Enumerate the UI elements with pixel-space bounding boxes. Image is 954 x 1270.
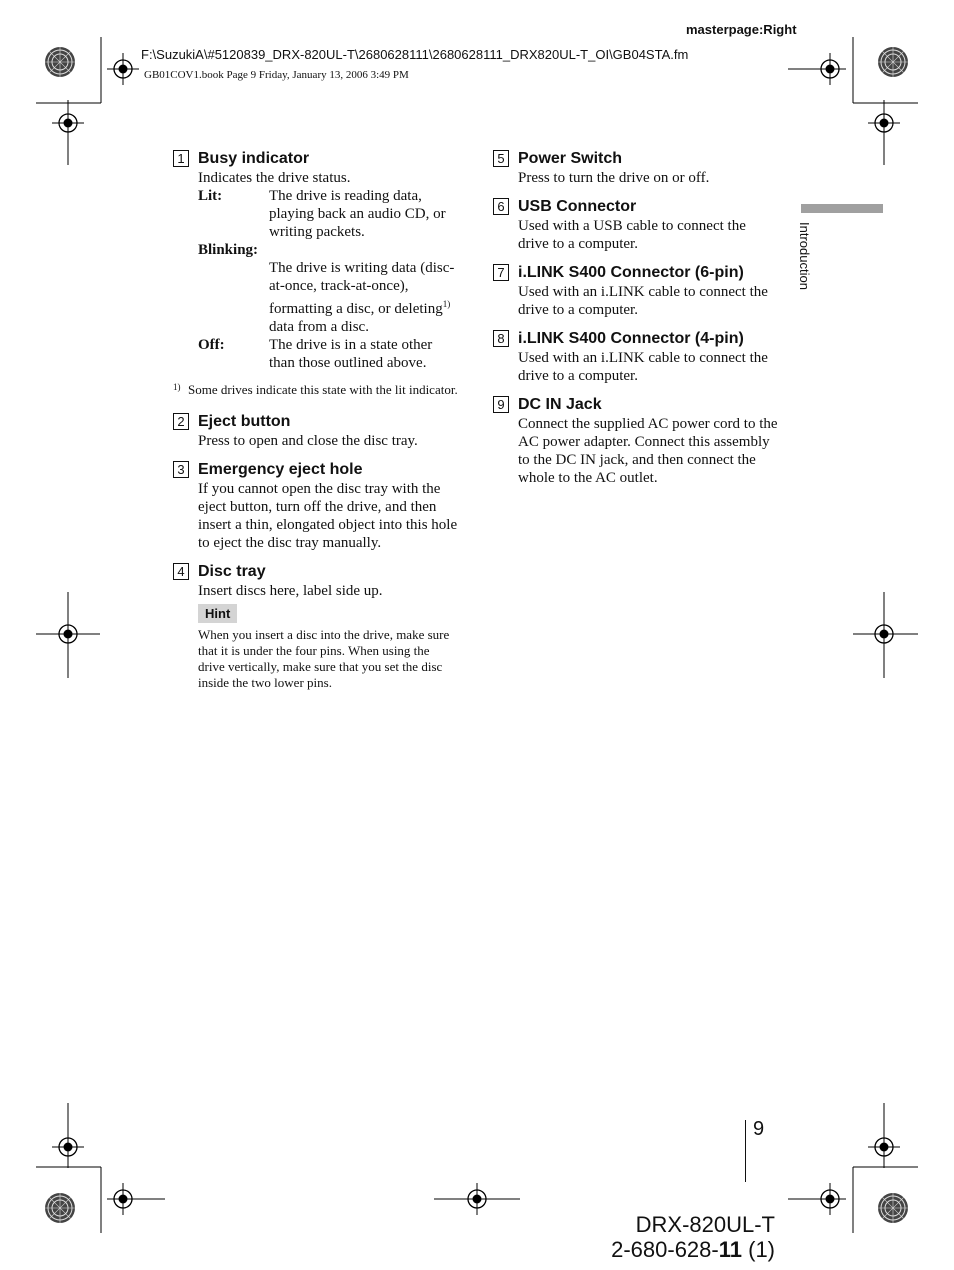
section-ilink-4pin xyxy=(493,328,778,385)
document-code: 2-680-628-11 (1) xyxy=(611,1237,775,1262)
section-heading xyxy=(173,561,458,582)
section-dc-in-jack xyxy=(493,394,778,487)
footnote-text: Some drives indicate this state with the lit indicator. xyxy=(188,382,458,397)
status-definition-blinking: The drive is writing data (disc-at-once, track-at-once), formatting a disc, or deleting$^{1)}$ data from a disc. xyxy=(269,260,455,335)
status-term-blinking: Blinking: xyxy=(198,242,259,258)
item-number-box: 2 xyxy=(173,413,189,430)
section-text: Used with a USB cable to connect the drive to a computer. xyxy=(518,218,746,252)
status-definition: The drive is reading data, playing back an audio CD, or writing packets. xyxy=(269,188,446,240)
page-number-rule xyxy=(745,1120,746,1182)
section-text: Used with an i.LINK cable to connect the drive to a computer. xyxy=(518,284,768,318)
section-heading xyxy=(173,148,458,169)
section-heading xyxy=(173,459,458,480)
section-heading xyxy=(493,394,778,415)
heading-title: i.LINK S400 Connector (4-pin) xyxy=(518,329,744,347)
status-definition: The drive is in a state other than those outlined above. xyxy=(269,337,433,371)
section-text: Connect the supplied AC power cord to the AC power adapter. Connect this assembly to the DC IN jack, and then connect the whole to the AC outlet. xyxy=(518,416,778,486)
section-text: Press to turn the drive on or off. xyxy=(518,170,710,186)
book-info: GB01COV1.book Page 9 Friday, January 13, 2006 3:49 PM xyxy=(144,69,409,81)
heading-title: USB Connector xyxy=(518,197,637,215)
section-intro: Indicates the drive status. xyxy=(198,170,351,186)
section-ilink-6pin xyxy=(493,262,778,319)
item-number-box: 5 xyxy=(493,150,509,167)
status-term: Off: xyxy=(198,337,225,353)
heading-title: Disc tray xyxy=(198,562,266,580)
section-heading xyxy=(493,328,778,349)
model-name: DRX-820UL-T xyxy=(635,1212,775,1237)
hint-text: When you insert a disc into the drive, make sure that it is under the four pins. When using the drive vertically, make sure that you set the disc inside the two lower pins. xyxy=(198,627,450,690)
right-column xyxy=(493,148,778,496)
section-text: Insert discs here, label side up. xyxy=(198,583,383,599)
section-text: Press to open and close the disc tray. xyxy=(198,433,418,449)
section-busy-indicator xyxy=(173,148,458,372)
status-row-lit xyxy=(198,187,458,241)
heading-title: DC IN Jack xyxy=(518,395,602,413)
item-number-box: 8 xyxy=(493,330,509,347)
left-column xyxy=(173,148,458,700)
status-row-off xyxy=(198,336,458,372)
section-heading xyxy=(493,196,778,217)
section-heading xyxy=(173,411,458,432)
item-number-box: 9 xyxy=(493,396,509,413)
item-number-box: 1 xyxy=(173,150,189,167)
section-power-switch xyxy=(493,148,778,187)
heading-title: Emergency eject hole xyxy=(198,460,363,478)
star-mark-top-left xyxy=(45,47,75,77)
section-text: If you cannot open the disc tray with the eject button, turn off the drive, and then insert a thin, elongated object into this hole to eject the disc tray manually. xyxy=(198,481,458,551)
page-number: 9 xyxy=(753,1118,765,1140)
footnote-reference: 1) xyxy=(442,299,451,309)
section-tab-bar xyxy=(801,204,883,213)
item-number-box: 4 xyxy=(173,563,189,580)
footnote xyxy=(173,381,458,399)
footnote-mark: 1) xyxy=(173,382,181,392)
item-number-box: 7 xyxy=(493,264,509,281)
heading-title: Busy indicator xyxy=(198,149,310,167)
section-disc-tray xyxy=(173,561,458,691)
item-number-box: 3 xyxy=(173,461,189,478)
status-term: Lit: xyxy=(198,188,223,204)
file-path: F:\SuzukiA\#5120839_DRX-820UL-T\2680628111\2680628111_DRX820UL-T_OI\GB04STA.fm xyxy=(141,47,689,62)
section-text: Used with an i.LINK cable to connect the drive to a computer. xyxy=(518,350,768,384)
section-tab-label: Introduction xyxy=(797,222,812,290)
section-heading xyxy=(493,148,778,169)
item-number-box: 6 xyxy=(493,198,509,215)
section-heading xyxy=(493,262,778,283)
masterpage-label: masterpage:Right xyxy=(686,22,797,37)
heading-title: Power Switch xyxy=(518,149,623,167)
heading-title: i.LINK S400 Connector (6-pin) xyxy=(518,263,744,281)
section-usb-connector xyxy=(493,196,778,253)
section-eject-button xyxy=(173,411,458,450)
hint-label: Hint xyxy=(198,604,237,623)
section-emergency-eject-hole xyxy=(173,459,458,552)
heading-title: Eject button xyxy=(198,412,291,430)
